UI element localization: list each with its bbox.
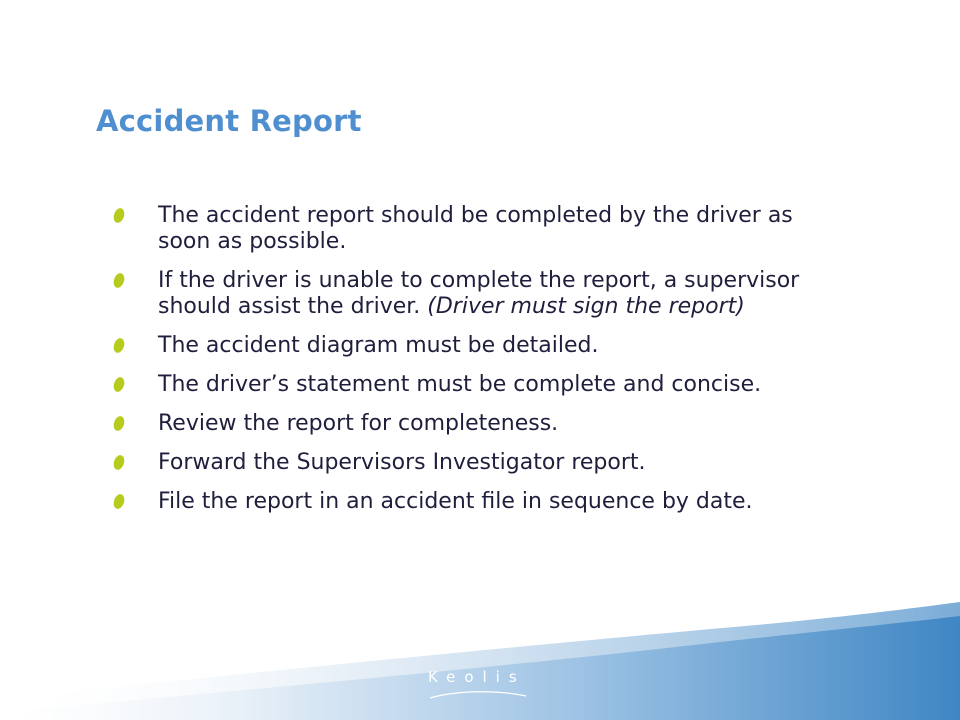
brand-logo [428, 668, 538, 702]
bullet-dot-icon [112, 493, 126, 510]
list-item [112, 489, 832, 515]
bullet-text: Forward the Supervisors Investigator report. [158, 450, 646, 475]
list-item [112, 268, 832, 320]
list-item [112, 372, 832, 398]
bullet-dot-icon [112, 376, 126, 393]
bullet-text [158, 268, 799, 319]
bullet-text-main: If the driver is unable to complete the report, a supervisor should assist the driver. [158, 268, 800, 319]
bullet-dot-icon [112, 415, 126, 432]
bullet-list [112, 203, 832, 528]
bullet-dot-icon [112, 337, 126, 354]
bullet-text: The accident report should be completed by the driver as soon as possible. [158, 203, 793, 254]
list-item [112, 450, 832, 476]
bullet-text: The driver’s statement must be complete and concise. [158, 372, 762, 397]
bullet-text: File the report in an accident file in sequence by date. [158, 489, 753, 514]
bullet-text: Review the report for completeness. [158, 411, 559, 436]
list-item [112, 411, 832, 437]
bullet-text-italic: (Driver must sign the report) [427, 294, 745, 319]
list-item [112, 203, 832, 255]
bullet-text: The accident diagram must be detailed. [158, 333, 599, 358]
bullet-dot-icon [112, 454, 126, 471]
slide-title: Accident Report [96, 104, 362, 138]
bullet-dot-icon [112, 272, 126, 289]
list-item [112, 333, 832, 359]
logo-swoosh-icon [428, 688, 528, 702]
logo-text: Keolis [428, 668, 526, 686]
bullet-dot-icon [112, 207, 126, 224]
